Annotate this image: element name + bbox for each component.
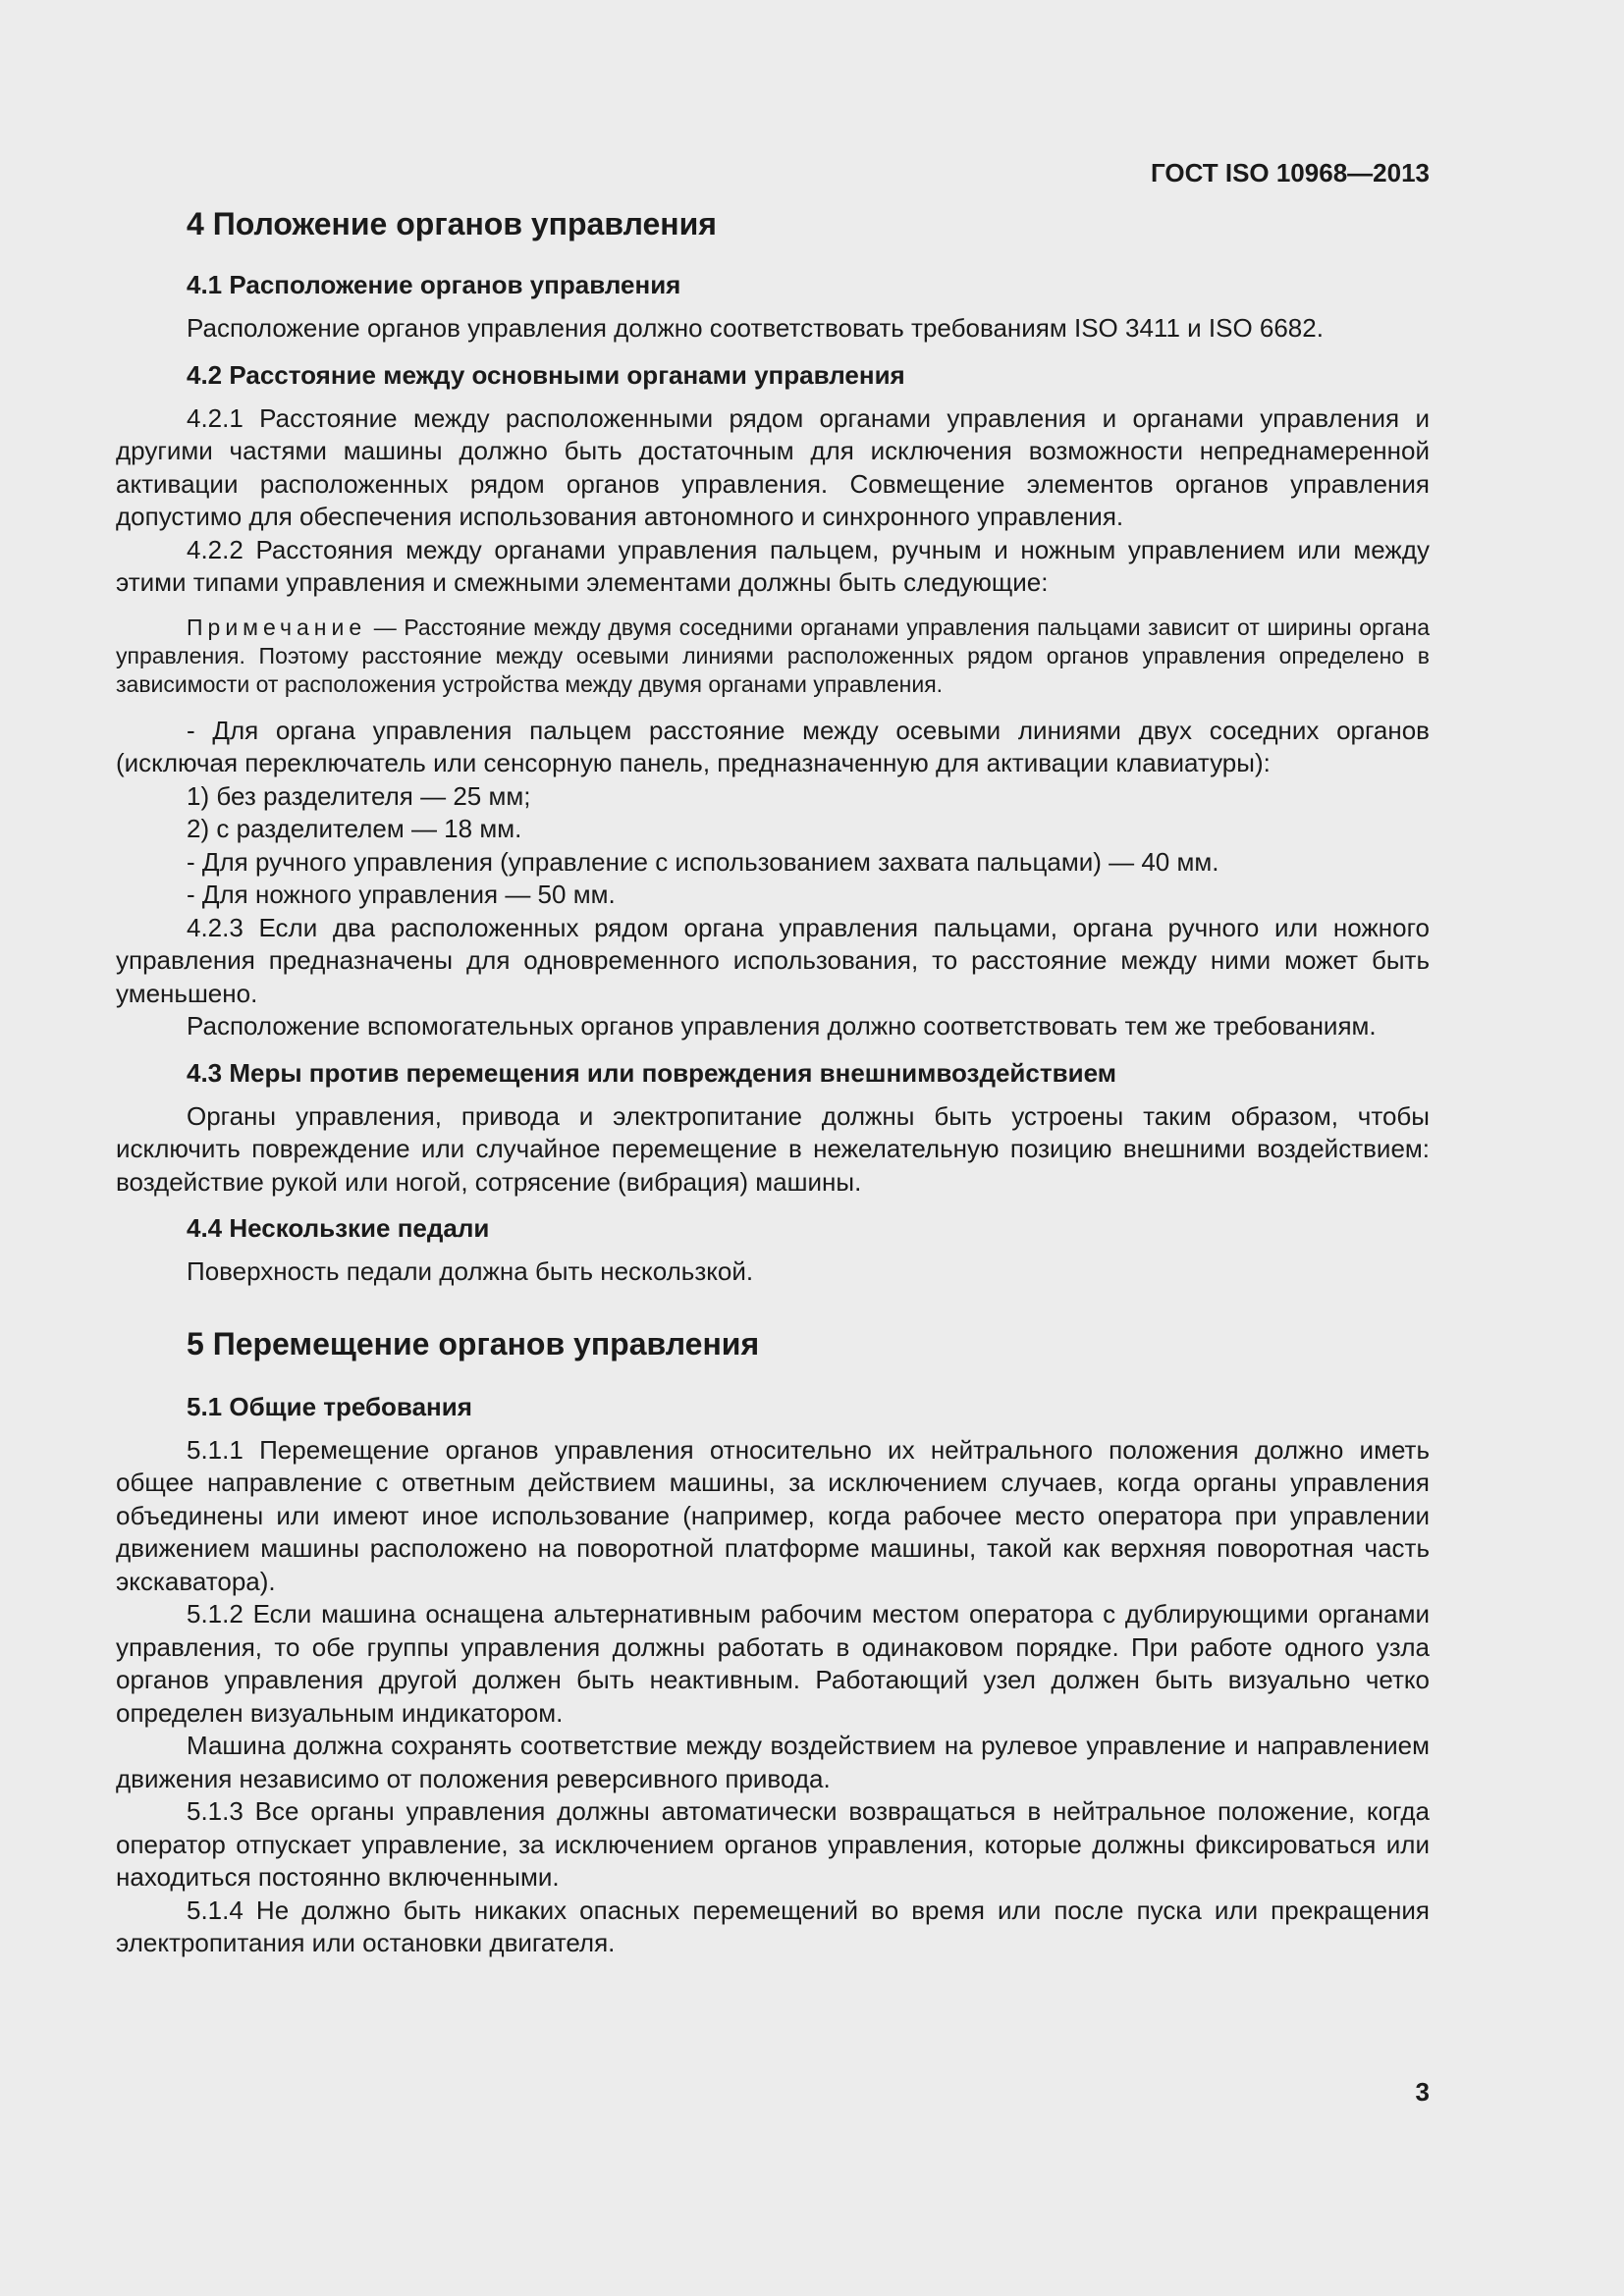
paragraph-4-2-3: 4.2.3 Если два расположенных рядом органа управления пальцами, органа ручного или ножного управления предназначены для одновременного использования, то расстояние между ними может быть уменьшено.: [116, 912, 1430, 1008]
list-item-finger: - Для органа управления пальцем расстояние между осевыми линиями двух соседних органов (исключая переключатель или сенсорную панель, предназначенную для активации клавиатуры):: [116, 715, 1430, 777]
list-item-no-separator: 1) без разделителя — 25 мм;: [187, 780, 531, 811]
paragraph-auxiliary-controls: Расположение вспомогательных органов управления должно соответствовать тем же требованиям.: [187, 1011, 1377, 1041]
paragraph-5-1-4: 5.1.4 Не должно быть никаких опасных перемещений во время или после пуска или прекращения электропитания или остановки двигателя.: [116, 1895, 1430, 1957]
document-header: ГОСТ ISO 10968—2013: [1150, 158, 1430, 187]
section-4-1-title: 4.1 Расположение органов управления: [187, 270, 681, 299]
list-item-foot: - Для ножного управления — 50 мм.: [187, 880, 616, 909]
list-item-with-separator: 2) с разделителем — 18 мм.: [187, 814, 522, 843]
paragraph-4-3: Органы управления, привода и электропитание должны быть устроены таким образом, чтобы исключить повреждение или случайное перемещение в нежелательную позицию внешними воздействием: воздействие рукой или ногой, сотрясение (вибрация) машины.: [116, 1100, 1430, 1197]
note-label: Примечание: [187, 614, 367, 640]
page-content: [116, 157, 1430, 1960]
paragraph-5-1-1: 5.1.1 Перемещение органов управления относительно их нейтрального положения должно иметь общее направление с ответным действием машины, за исключением случаев, когда органы управления объединены или имеют иное использование (например, когда рабочее место оператора при управлении движением машины расположено на поворотной платформе машины, такой как верхняя поворотная часть экскаватора).: [116, 1434, 1430, 1596]
list-item-hand: - Для ручного управления (управление с использованием захвата пальцами) — 40 мм.: [187, 846, 1219, 877]
section-4-3-title: 4.3 Меры против перемещения или повреждения внешнимвоздействием: [187, 1057, 1116, 1088]
paragraph-steering-correspondence: Машина должна сохранять соответствие между воздействием на рулевое управление и направлением движения независимо от положения реверсивного привода.: [116, 1731, 1430, 1793]
section-4-title: 4 Положение органов управления: [187, 206, 717, 241]
paragraph-5-1-3: 5.1.3 Все органы управления должны автоматически возвращаться в нейтральное положение, когда оператор отпускает управление, за исключением органов управления, которые должны фиксироваться или находиться постоянно включенными.: [116, 1796, 1430, 1892]
note: [116, 614, 1430, 699]
note-text: — Расстояние между двумя соседними органами управления пальцами зависит от ширины органа управления. Поэтому расстояние между осевыми линиями расположенных рядом органов управления определено в зависимости от расположения устройства между двумя органами управления.: [116, 614, 1430, 697]
paragraph-4-2-2: 4.2.2 Расстояния между органами управления пальцем, ручным и ножным управлением или между этими типами управления и смежными элементами должны быть следующие:: [116, 534, 1430, 597]
paragraph-4-4: Поверхность педали должна быть нескользкой.: [187, 1256, 754, 1286]
section-4-4-title: 4.4 Нескользкие педали: [187, 1213, 490, 1243]
page-number: 3: [1415, 2077, 1430, 2107]
paragraph-4-2-1: 4.2.1 Расстояние между расположенными рядом органами управления и органами управления и другими частями машины должно быть достаточным для исключения возможности непреднамеренной активации расположенных рядом органов управления. Совмещение элементов органов управления допустимо для обеспечения использования автономного и синхронного управления.: [116, 402, 1430, 531]
paragraph-5-1-2: 5.1.2 Если машина оснащена альтернативным рабочим местом оператора с дублирующими органами управления, то обе группы управления должны работать в одинаковом порядке. При работе одного узла органов управления другой должен быть неактивным. Работающий узел должен быть визуально четко определен визуальным индикатором.: [116, 1599, 1430, 1728]
section-5-title: 5 Перемещение органов управления: [187, 1325, 760, 1362]
section-5-1-title: 5.1 Общие требования: [187, 1391, 472, 1421]
section-4-2-title: 4.2 Расстояние между основными органами управления: [187, 359, 905, 390]
paragraph-4-1: Расположение органов управления должно соответствовать требованиям ISO 3411 и ISO 6682.: [187, 313, 1324, 343]
